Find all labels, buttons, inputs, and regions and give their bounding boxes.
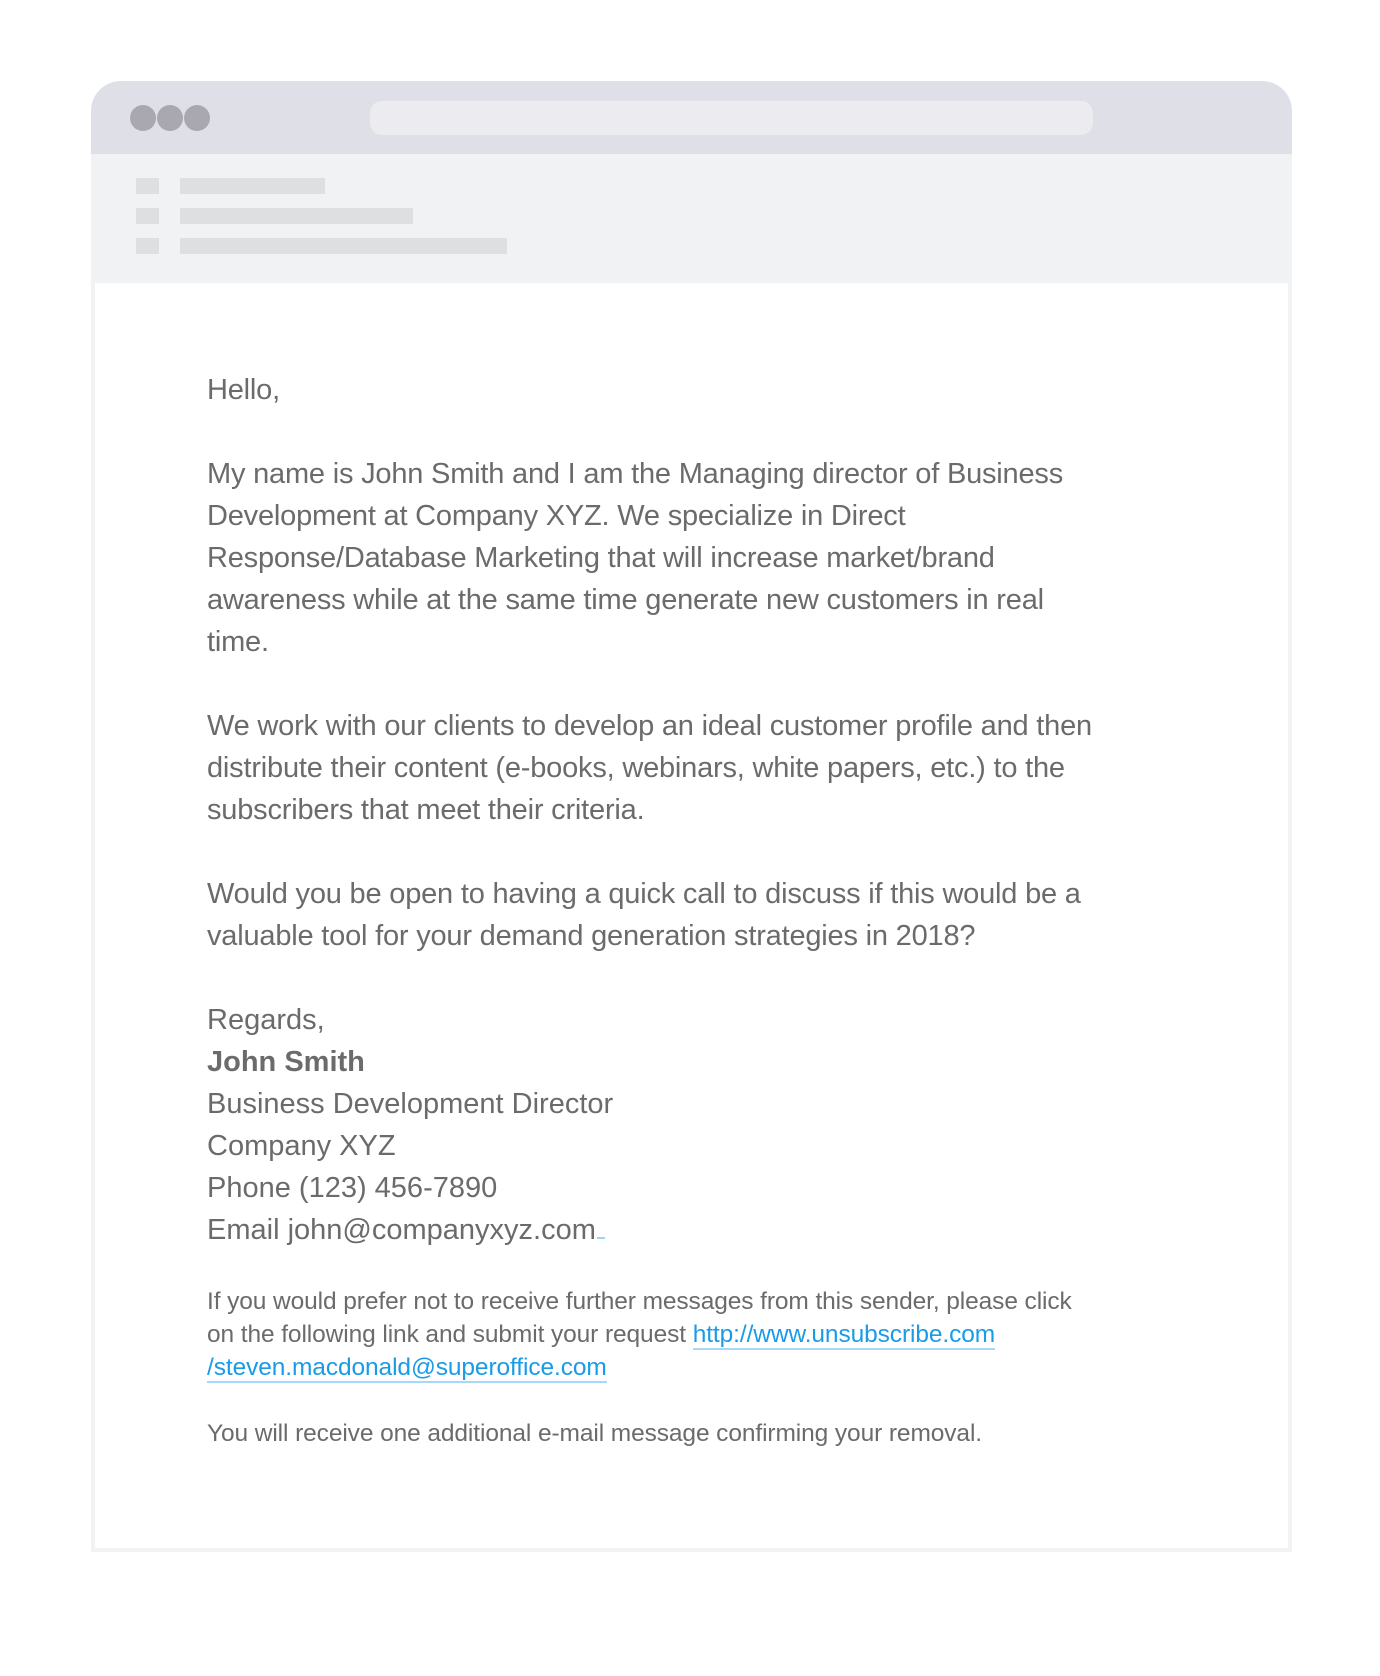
- signature-name: John Smith: [207, 1046, 365, 1078]
- text-line: Would you be open to having a quick call to discuss if this would be a: [207, 878, 1081, 910]
- text-fragment: on the following link and submit your request: [207, 1321, 693, 1348]
- placeholder-bar: [180, 178, 325, 194]
- phone-label: Phone: [207, 1172, 291, 1204]
- greeting: Hello,: [207, 374, 280, 406]
- placeholder-bar: [180, 208, 413, 224]
- signature-closing: Regards,: [207, 1004, 325, 1036]
- placeholder-icon: [136, 208, 159, 224]
- text-line: time.: [207, 626, 269, 658]
- email-window: [91, 81, 1292, 1552]
- window-dot-minimize-icon[interactable]: [157, 105, 183, 131]
- text-line: distribute their content (e-books, webinars, white papers, etc.) to the: [207, 752, 1065, 784]
- text-line: subscribers that meet their criteria.: [207, 794, 645, 826]
- phone-value: (123) 456-7890: [298, 1172, 498, 1204]
- text-line: My name is John Smith and I am the Managing director of Business: [207, 458, 1064, 490]
- link-underline: [597, 1236, 605, 1239]
- email-body: [91, 283, 1292, 1552]
- text-line: Response/Database Marketing that will increase market/brand: [207, 542, 995, 574]
- email-label: Email: [207, 1214, 280, 1246]
- text-line: Development at Company XYZ. We specialize in Direct: [207, 500, 906, 532]
- paragraph-call-to-action: [207, 873, 1217, 957]
- email-header-placeholder: [91, 154, 1292, 283]
- unsubscribe-link[interactable]: http://www.unsubscribe.com: [692, 1321, 996, 1348]
- signature-company: Company XYZ: [207, 1130, 396, 1162]
- text-line: valuable tool for your demand generation strategies in 2018?: [207, 920, 976, 952]
- email-value[interactable]: john@companyxyz.com: [287, 1214, 596, 1246]
- paragraph-intro: [207, 453, 1217, 663]
- unsubscribe-notice: [207, 1285, 1217, 1384]
- text-line: [207, 1318, 1217, 1351]
- placeholder-icon: [136, 238, 159, 254]
- text-line: We work with our clients to develop an ideal customer profile and then: [207, 710, 1092, 742]
- placeholder-icon: [136, 178, 159, 194]
- browser-titlebar: [91, 81, 1292, 154]
- text-line: [207, 1351, 1217, 1384]
- signature-email: [207, 1209, 1217, 1251]
- window-dot-close-icon[interactable]: [130, 105, 156, 131]
- address-bar[interactable]: [370, 101, 1093, 135]
- removal-confirmation-notice: You will receive one additional e-mail message confirming your removal.: [207, 1420, 983, 1447]
- placeholder-bar: [180, 238, 507, 254]
- email-content: [207, 369, 1217, 1483]
- text-line: If you would prefer not to receive further messages from this sender, please click: [207, 1288, 1072, 1315]
- signature-phone: [207, 1167, 1217, 1209]
- signature: [207, 999, 1217, 1251]
- signature-title: Business Development Director: [207, 1088, 614, 1120]
- text-line: awareness while at the same time generate new customers in real: [207, 584, 1044, 616]
- window-dot-maximize-icon[interactable]: [184, 105, 210, 131]
- unsubscribe-link-continued[interactable]: /steven.macdonald@superoffice.com: [207, 1354, 607, 1381]
- paragraph-services: [207, 705, 1217, 831]
